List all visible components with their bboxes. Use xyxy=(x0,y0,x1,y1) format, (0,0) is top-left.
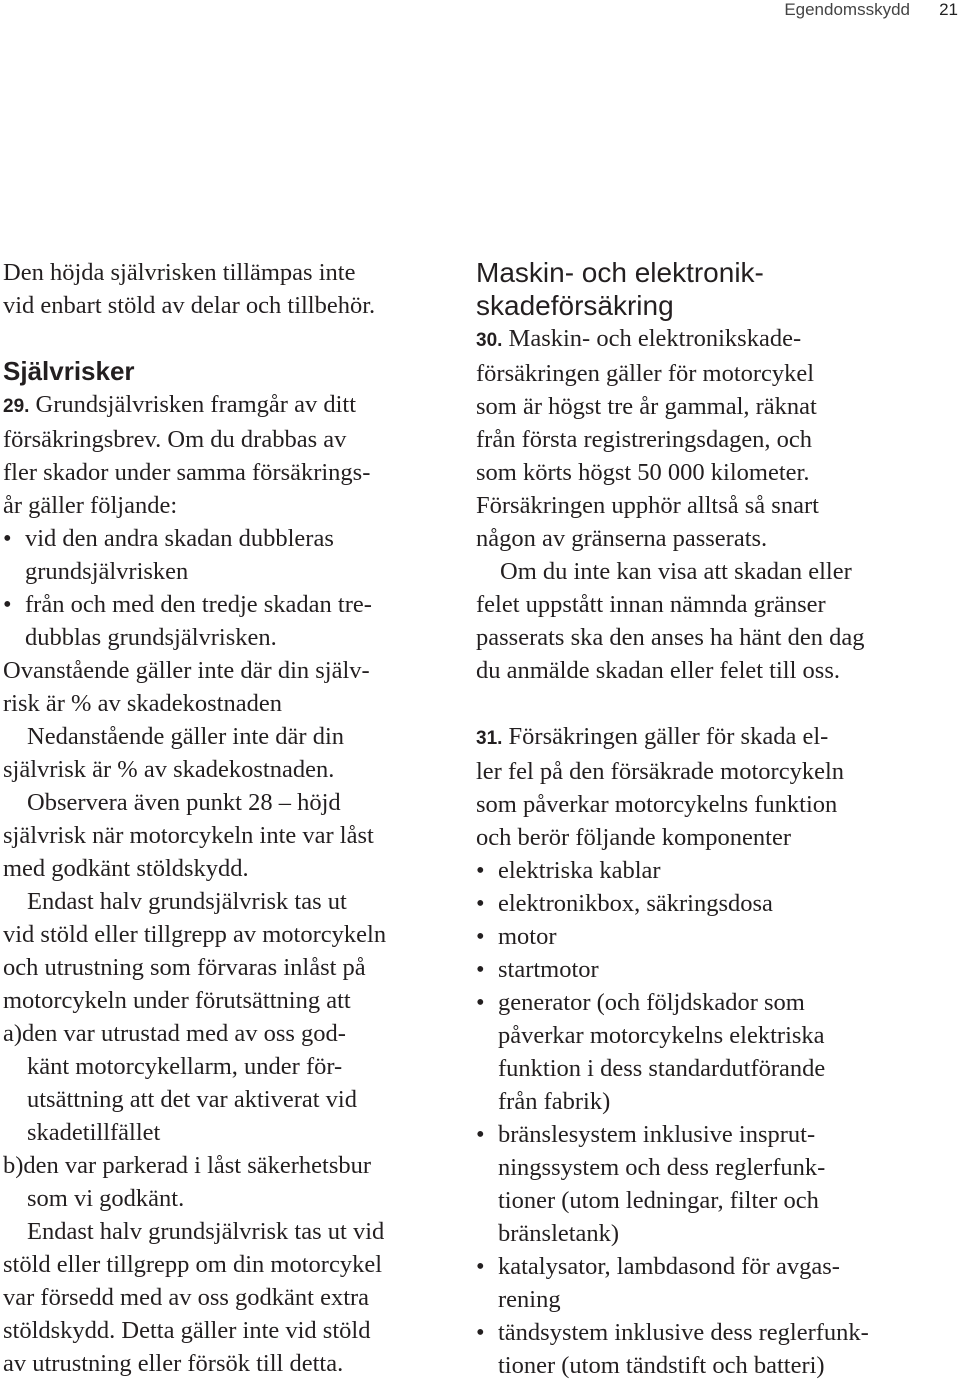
text-line: grundsjälvrisken xyxy=(25,558,189,585)
text-line: rening xyxy=(498,1286,561,1313)
text-line: känt motorcykellarm, under för- xyxy=(27,1053,343,1080)
text-line: Försäkringen upphör alltså så snart xyxy=(476,492,819,519)
text-line: ler fel på den försäkrade motorcykeln xyxy=(476,758,845,785)
text-line: den var parkerad i låst säkerhetsbur xyxy=(23,1152,372,1179)
list-item xyxy=(476,887,956,920)
text-line: den var utrustad med av oss god- xyxy=(22,1020,346,1047)
item-label: b) xyxy=(3,1152,24,1179)
paragraph-ovanstaende xyxy=(3,654,443,720)
paragraph-observera xyxy=(3,786,443,885)
text-line: funktion i dess standardutförande xyxy=(498,1055,826,1082)
paragraph-30 xyxy=(476,322,956,555)
text-line: påverkar motorcykelns elektriska xyxy=(498,1022,825,1049)
text-line: • bränslesystem inklusive insprut- xyxy=(498,1121,816,1148)
text-line: • vid den andra skadan dubbleras xyxy=(25,525,334,552)
text-line: med godkänt stöldskydd. xyxy=(3,855,249,882)
paragraph-29 xyxy=(3,388,443,522)
paragraph-31 xyxy=(476,720,956,854)
text-line: och utrustning som förvaras inlåst på xyxy=(3,954,366,981)
text-line: Om du inte kan visa att skadan eller xyxy=(500,558,852,585)
paragraph-halv-sjalvrisk xyxy=(3,885,443,1017)
text-line: Endast halv grundsjälvrisk tas ut vid xyxy=(27,1218,385,1245)
list-item xyxy=(3,588,443,654)
paragraph-granser xyxy=(476,555,956,687)
component-list xyxy=(476,854,956,1382)
text-line: utsättning att det var aktiverat vid xyxy=(27,1086,357,1113)
self-risk-list xyxy=(3,522,443,654)
text-line: stöld eller tillgrepp om din motorcykel xyxy=(3,1251,382,1278)
text-line: självrisk när motorcykeln inte var låst xyxy=(3,822,374,849)
text-line: från första registreringsdagen, och xyxy=(476,426,813,453)
text-line: motorcykeln under förutsättning att xyxy=(3,987,351,1014)
condition-a xyxy=(3,1017,443,1149)
paragraph-extra-stoldskydd xyxy=(3,1215,443,1380)
text-line: var försedd med av oss godkänt extra xyxy=(3,1284,370,1311)
text-line: som körts högst 50 000 kilometer. xyxy=(476,459,810,486)
text-line: • från och med den tredje skadan tre- xyxy=(25,591,372,618)
heading-line: skadeförsäkring xyxy=(476,290,674,321)
text-line: försäkringsbrev. Om du drabbas av xyxy=(3,426,347,453)
paragraph-number: 31. xyxy=(476,728,503,749)
text-line: • motor xyxy=(498,923,557,950)
list-item xyxy=(476,1316,956,1382)
text-line: fler skador under samma försäkrings- xyxy=(3,459,371,486)
section-heading-maskin xyxy=(476,256,956,322)
text-line: du anmälde skadan eller felet till oss. xyxy=(476,657,840,684)
text-line: som är högst tre år gammal, räknat xyxy=(476,393,817,420)
section-title: Egendomsskydd xyxy=(784,0,910,19)
text-line: av utrustning eller försök till detta. xyxy=(3,1350,344,1377)
text-line: Endast halv grundsjälvrisk tas ut xyxy=(27,888,347,915)
text-line: passerats ska den anses ha hänt den dag xyxy=(476,624,865,651)
heading-line: Maskin- och elektronik- xyxy=(476,257,764,288)
text-line: • generator (och följdskador som xyxy=(498,989,805,1016)
text-line: bränsletank) xyxy=(498,1220,620,1247)
text-line: • elektronikbox, säkringsdosa xyxy=(498,890,773,917)
list-item xyxy=(3,522,443,588)
text-line: tioner (utom ledningar, filter och xyxy=(498,1187,819,1214)
text-line: Maskin- och elektronikskade- xyxy=(508,325,802,352)
text-line: stöldskydd. Detta gäller inte vid stöld xyxy=(3,1317,371,1344)
section-heading-sjalvrisker: Självrisker xyxy=(3,356,135,386)
text-line: som vi godkänt. xyxy=(27,1185,185,1212)
text-line: ningssystem och dess reglerfunk- xyxy=(498,1154,826,1181)
text-line: Grundsjälvrisken framgår av ditt xyxy=(35,391,356,418)
text-line: tioner (utom tändstift och batteri) xyxy=(498,1352,825,1379)
list-item xyxy=(476,1118,956,1250)
list-item xyxy=(476,986,956,1118)
condition-b xyxy=(3,1149,443,1215)
text-line: försäkringen gäller för motorcykel xyxy=(476,360,815,387)
text-line: dubblas grundsjälvrisken. xyxy=(25,624,277,651)
text-line: Försäkringen gäller för skada el- xyxy=(508,723,829,750)
text-line: Observera även punkt 28 – höjd xyxy=(27,789,341,816)
item-label: a) xyxy=(3,1020,23,1047)
page-header xyxy=(0,0,960,24)
text-line: skadetillfället xyxy=(27,1119,161,1146)
text-line: risk är % av skadekostnaden xyxy=(3,690,282,717)
paragraph-number: 30. xyxy=(476,330,503,351)
text-line: vid stöld eller tillgrepp av motorcykeln xyxy=(3,921,387,948)
intro-paragraph xyxy=(3,256,443,322)
list-item xyxy=(476,854,956,887)
text-line: och berör följande komponenter xyxy=(476,824,791,851)
list-item xyxy=(476,920,956,953)
list-item xyxy=(476,1250,956,1316)
left-column xyxy=(3,256,443,1380)
page-number: 21 xyxy=(939,0,958,19)
text-line: Ovanstående gäller inte där din själv- xyxy=(3,657,370,684)
text-line: år gäller följande: xyxy=(3,492,178,519)
text-line: • startmotor xyxy=(498,956,599,983)
right-column xyxy=(476,256,956,1382)
text-line: någon av gränserna passerats. xyxy=(476,525,768,552)
text-line: vid enbart stöld av delar och tillbehör. xyxy=(3,292,376,319)
text-line: som påverkar motorcykelns funktion xyxy=(476,791,838,818)
text-line: • elektriska kablar xyxy=(498,857,661,884)
text-line: Den höjda självrisken tillämpas inte xyxy=(3,259,356,286)
paragraph-number: 29. xyxy=(3,396,30,417)
text-line: felet uppstått innan nämnda gränser xyxy=(476,591,826,618)
text-line: • tändsystem inklusive dess reglerfunk- xyxy=(498,1319,869,1346)
text-line: Nedanstående gäller inte där din xyxy=(27,723,345,750)
text-line: från fabrik) xyxy=(498,1088,611,1115)
paragraph-nedanstaende xyxy=(3,720,443,786)
list-item xyxy=(476,953,956,986)
text-line: • katalysator, lambdasond för avgas- xyxy=(498,1253,840,1280)
text-line: självrisk är % av skadekostnaden. xyxy=(3,756,335,783)
